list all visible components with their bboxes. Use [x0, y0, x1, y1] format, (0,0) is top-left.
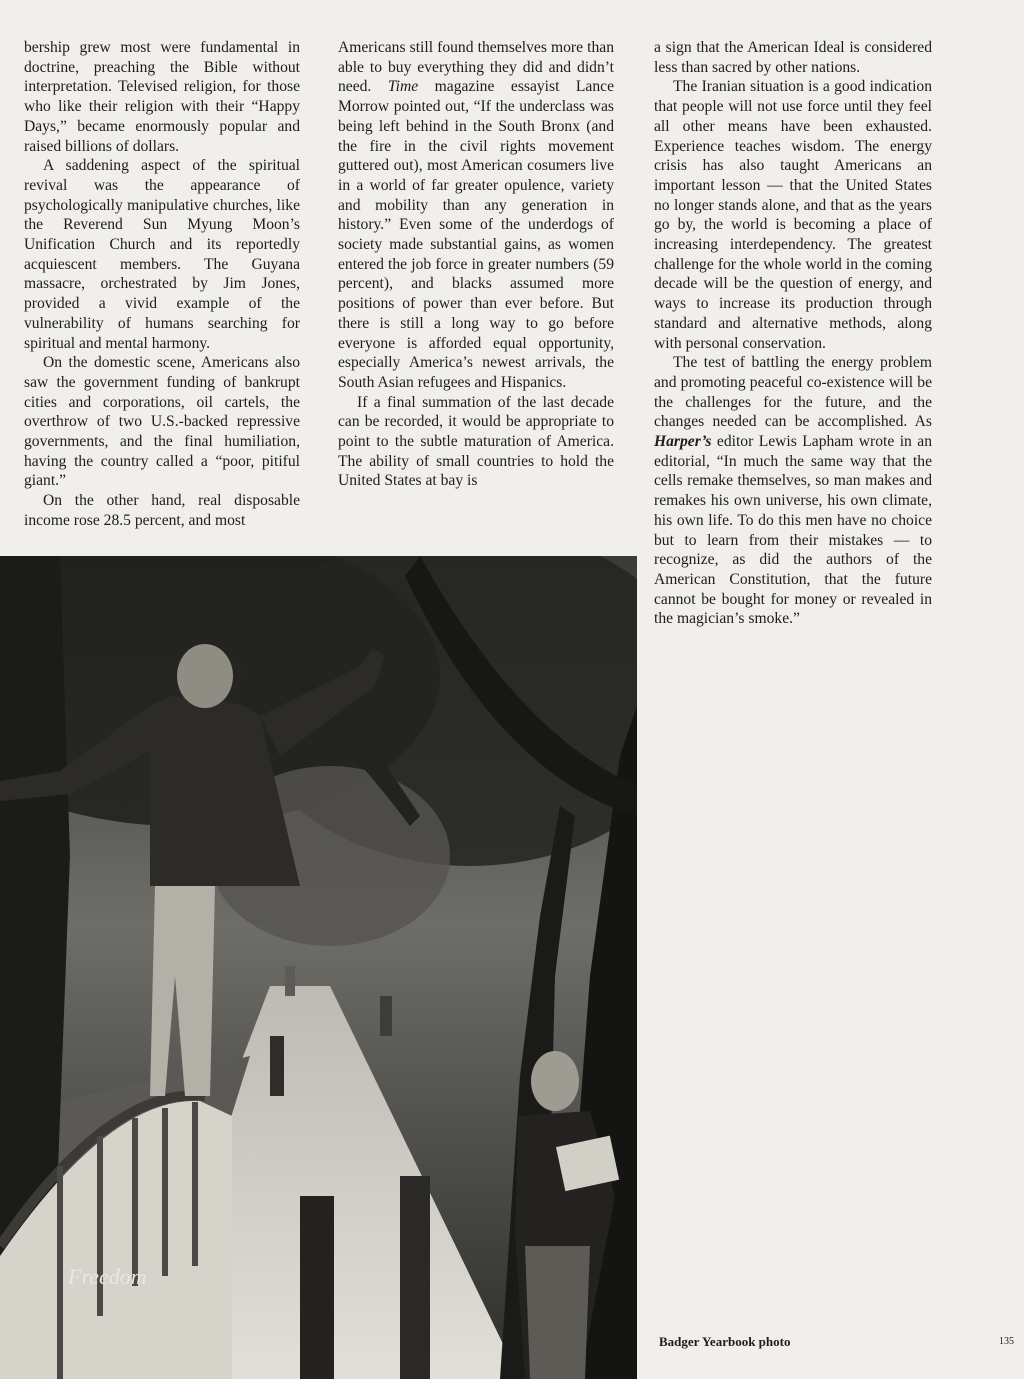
- photo-title: Freedom: [68, 1264, 147, 1289]
- text-column-2: [338, 38, 614, 491]
- paragraph: If a final summation of the last decade can be recorded, it would be appropriate to point to the subtle maturation of America. The ability of small countries to hold the United States at bay is: [338, 393, 614, 490]
- paragraph: A saddening aspect of the spiritual revival was the appearance of psychologically manipulative churches, like the Reverend Sun Myung Moon’s Unification Church and its reportedly acquiescent members. The Guyana massacre, orchestrated by Jim Jones, provided a vivid example of the vulnerability of humans searching for spiritual and mental harmony.: [24, 157, 300, 352]
- paragraph: [338, 38, 614, 393]
- paragraph: On the domestic scene, Americans also saw the government funding of bankrupt cities and corporations, oil cartels, the overthrow of two U.S.-backed repressive governments, and the final humiliation, having the country called a “poor, pitiful giant.”: [24, 354, 300, 490]
- text-column-3: [654, 38, 932, 629]
- text-run: editor Lewis Lapham wrote in an editorial, “In much the same way that the cells remake themselves, so man makes and remakes his own universe, his own climate, his own life. To do this men have no choice but to learn from their mistakes — to recognize, as did the authors of the American Constitution, that the future cannot be bought for money or revealed in the magician’s smoke.”: [654, 433, 932, 628]
- photo-credit: Badger Yearbook photo: [659, 1334, 791, 1349]
- magazine-title: Time: [387, 78, 419, 96]
- campus-photo: [0, 556, 637, 1379]
- paragraph: On the other hand, real disposable income rose 28.5 percent, and most: [24, 492, 300, 529]
- text-run: The test of battling the energy problem and promoting peaceful co-existence will be the challenges for the future, and the changes needed can be accomplished. As: [654, 354, 932, 431]
- paragraph: bership grew most were fundamental in doctrine, preaching the Bible without interpretation. Televised religion, for those who like their religion with their “Happy Days,” became enormously popular and raised billions of dollars.: [24, 39, 300, 155]
- paragraph: [654, 353, 932, 629]
- text-run: Americans still found themselves more than able to buy everything they did and didn’t need.: [338, 39, 614, 96]
- paragraph: The Iranian situation is a good indication that people will not use force until they feel all other means have been exhausted. Experience teaches wisdom. The energy crisis has also taught Americans an important lesson — that the United States no longer stands alone, and that as the years go by, the world is becoming a place of increasing interdependency. The greatest challenge for the whole world in the coming decade will be the question of energy, and ways to increase its production through standard and alternative methods, along with personal conservation.: [654, 78, 932, 352]
- magazine-title: Harper’s: [654, 433, 712, 451]
- page-number: 135: [999, 1336, 1014, 1347]
- paragraph: a sign that the American Ideal is considered less than sacred by other nations.: [654, 39, 932, 76]
- text-column-1: [24, 38, 300, 531]
- text-run: magazine essayist Lance Morrow pointed out, “If the underclass was being left behind in the South Bronx (and the fire in the civil rights movement guttered out), most American cosumers live in a world of far greater opulence, variety and mobility than any generation in history.” Even some of the underdogs of society made substantial gains, as women entered the job force in greater numbers (59 percent), and blacks assumed more positions of power than ever before. But there is still a long way to go before everyone is afforded equal opportunity, especially America’s newest arrivals, the South Asian refugees and Hispanics.: [338, 78, 614, 391]
